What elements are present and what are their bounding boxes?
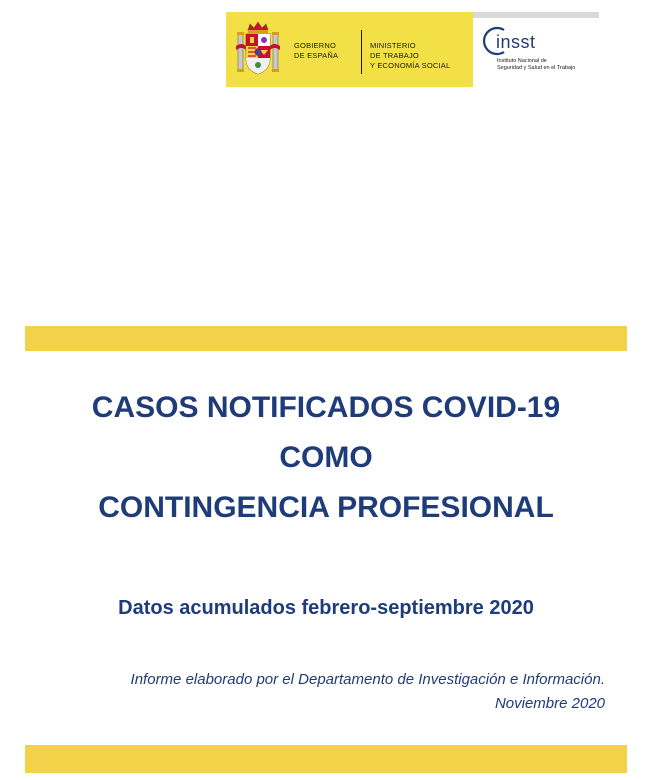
top-yellow-band (25, 326, 627, 351)
ministry-line-3: Y ECONOMÍA SOCIAL (370, 61, 451, 70)
ministry-line-2: DE TRABAJO (370, 51, 419, 60)
government-name (294, 41, 338, 61)
insst-logo (480, 24, 600, 84)
insst-subtitle-line-2: Seguridad y Salud en el Trabajo (497, 65, 576, 71)
insst-subtitle (497, 58, 607, 72)
ministry-name (370, 41, 470, 71)
insst-subtitle-line-1: Instituto Nacional de (497, 58, 547, 64)
title-line-2: COMO (279, 441, 373, 474)
title-line-1: CASOS NOTIFICADOS COVID-19 (91, 391, 561, 424)
spain-coat-of-arms-icon (236, 22, 280, 78)
ministry-line-1: MINISTERIO (370, 41, 416, 50)
insst-wordmark: insst (496, 32, 536, 52)
report-author-line: Informe elaborado por el Departamento de Investigación e Información. (130, 671, 605, 688)
report-title (25, 383, 627, 533)
government-line-1: GOBIERNO (294, 41, 337, 50)
header-divider (361, 30, 362, 74)
report-subtitle: Datos acumulados febrero-septiembre 2020 (118, 597, 534, 619)
government-line-2: DE ESPAÑA (294, 51, 339, 60)
header-grey-line (473, 12, 599, 18)
title-line-3: CONTINGENCIA PROFESIONAL (98, 491, 554, 524)
report-date: Noviembre 2020 (494, 695, 605, 712)
bottom-yellow-band (25, 745, 627, 773)
